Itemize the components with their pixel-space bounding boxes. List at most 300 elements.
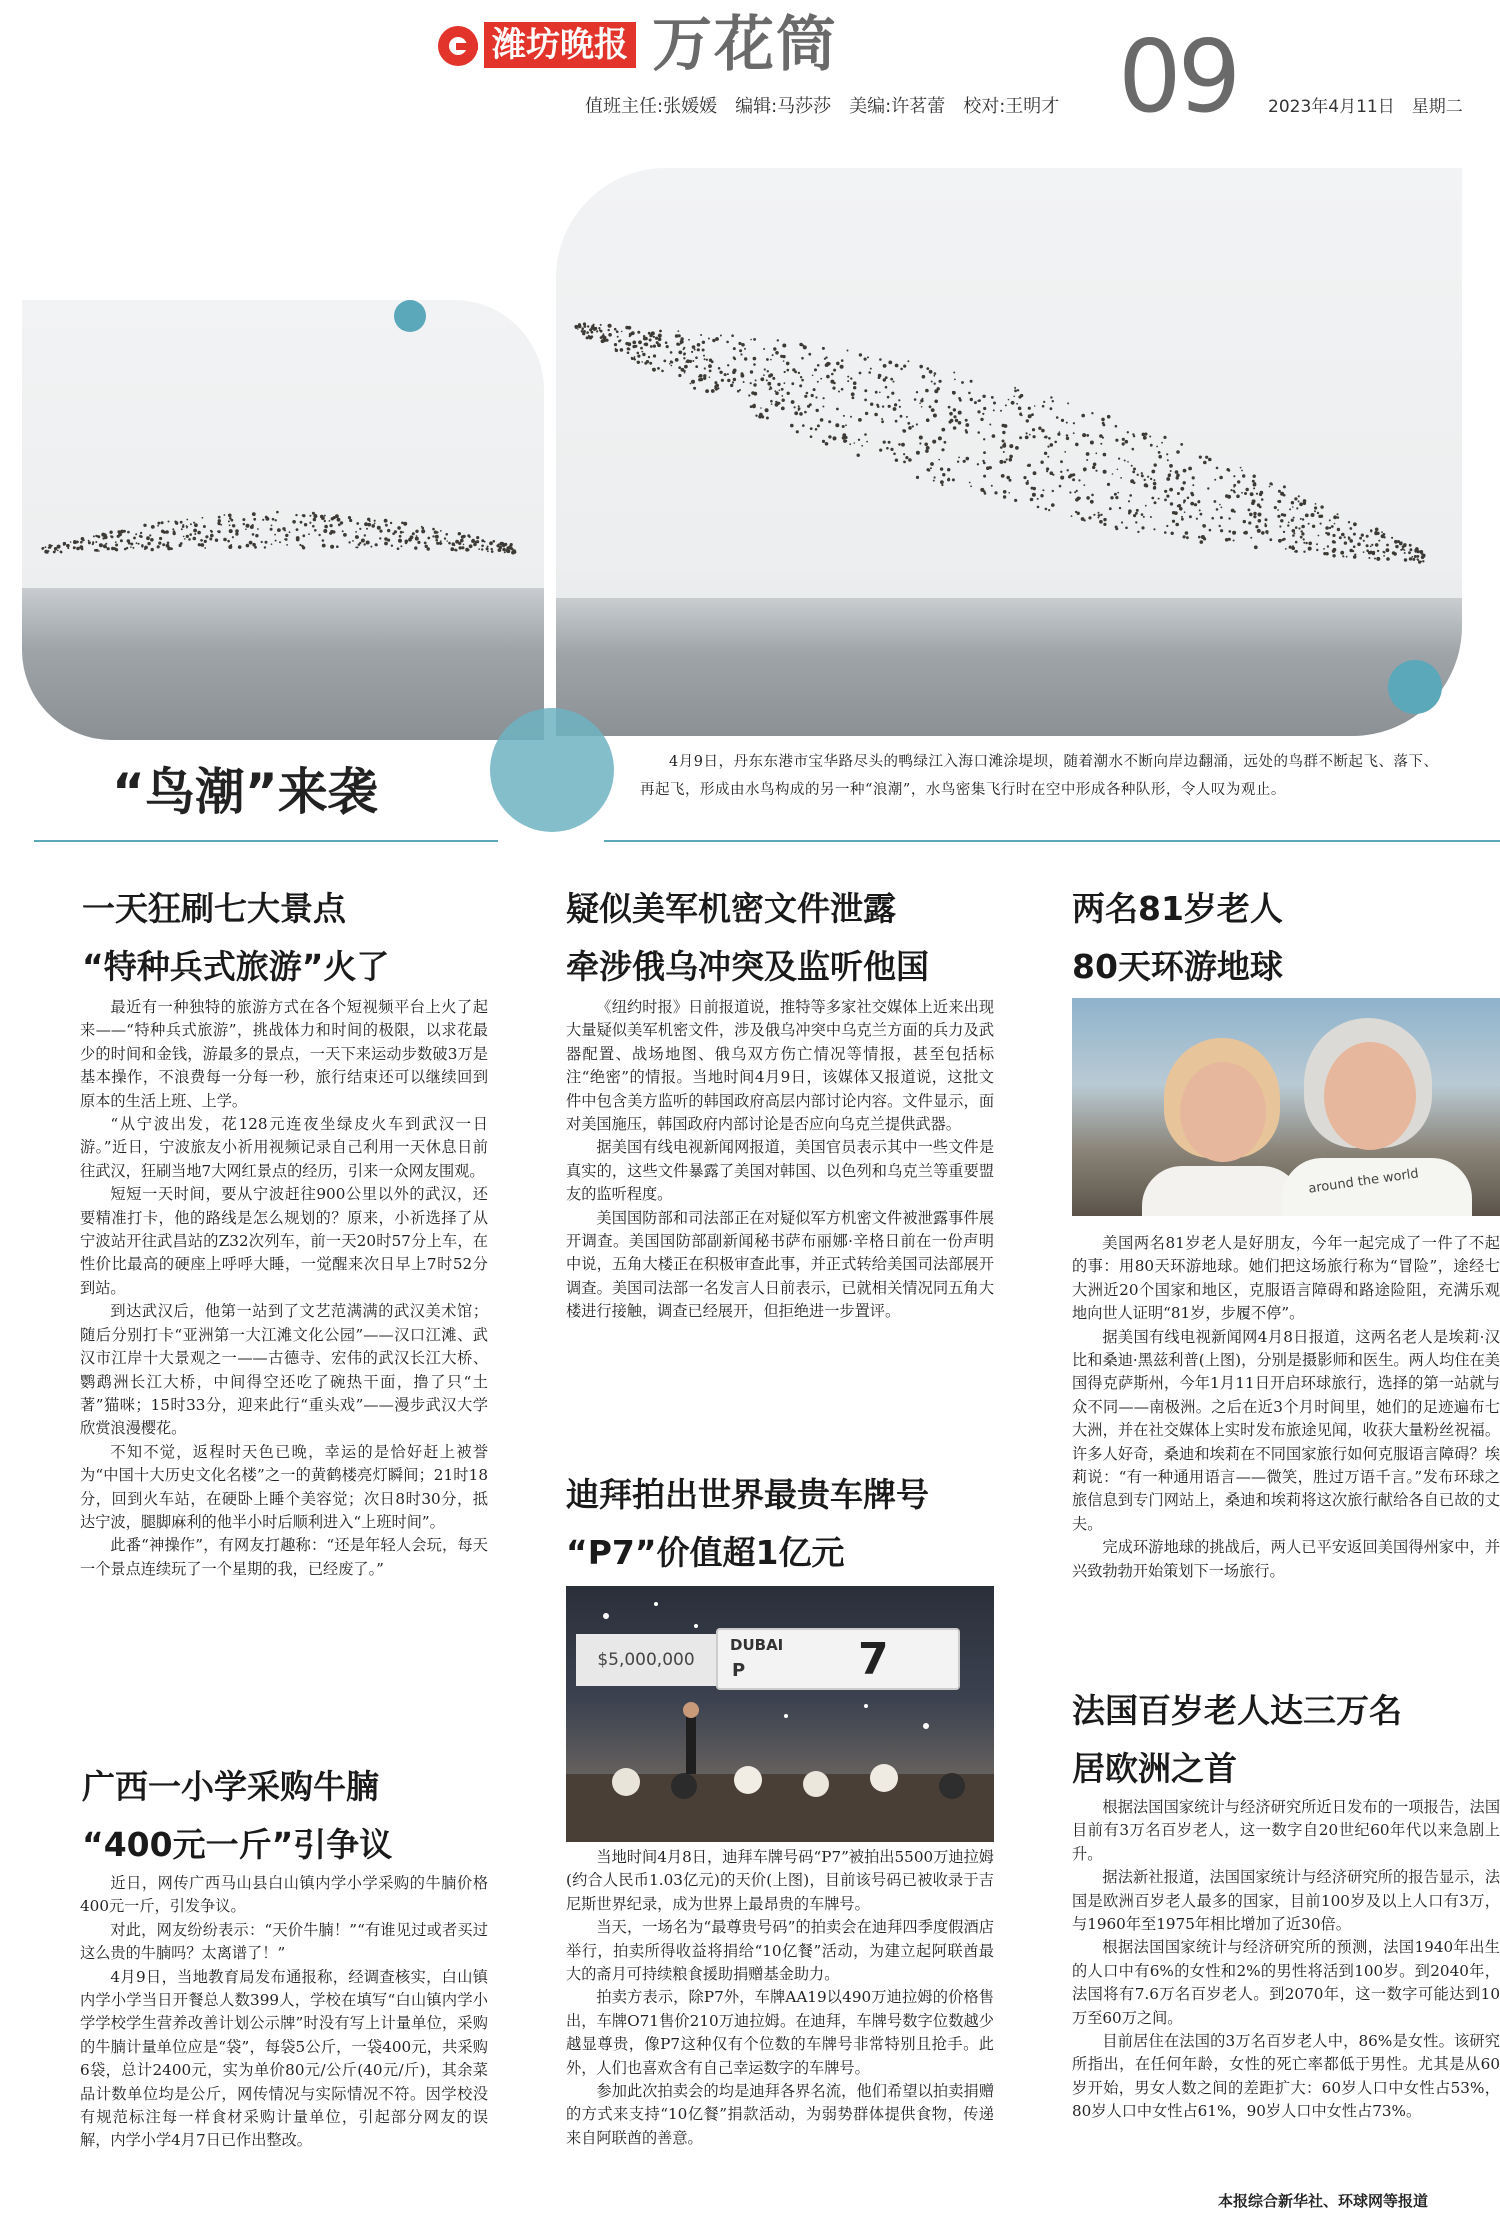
- bird-dot: [1412, 558, 1415, 561]
- bird-dot: [1158, 498, 1160, 500]
- bird-dot: [905, 456, 908, 459]
- bird-dot: [1119, 507, 1121, 509]
- bird-dot: [1133, 468, 1136, 471]
- article-body-beef-brisket: [80, 1872, 488, 2212]
- bird-dot: [1366, 549, 1369, 552]
- bird-dot: [1115, 425, 1118, 428]
- bird-dot: [1100, 443, 1102, 445]
- bird-dot: [953, 415, 956, 418]
- bird-dot: [1269, 538, 1272, 541]
- bird-dot: [642, 353, 645, 356]
- bird-dot: [932, 440, 936, 444]
- bird-dot: [432, 528, 435, 531]
- bird-dot: [895, 420, 898, 423]
- bird-dot: [653, 345, 656, 348]
- bird-dot: [403, 522, 407, 526]
- bird-dot: [920, 367, 922, 369]
- bird-dot: [1164, 499, 1167, 502]
- bird-dot: [586, 336, 589, 339]
- bird-dot: [1078, 479, 1080, 481]
- bird-dot: [1072, 478, 1075, 481]
- bird-dot: [173, 532, 176, 535]
- bird-dot: [469, 544, 473, 548]
- bird-dot: [649, 362, 652, 365]
- bird-dot: [439, 542, 442, 545]
- bird-dot: [302, 534, 305, 537]
- bird-dot: [906, 416, 908, 418]
- bird-dot: [271, 525, 273, 527]
- bird-dot: [275, 540, 277, 542]
- bird-dot: [1153, 482, 1157, 486]
- plate-letter: P: [732, 1660, 746, 1681]
- bird-dot: [1292, 506, 1294, 508]
- bird-dot: [1066, 434, 1069, 437]
- headline-line: 80天环游地球: [1072, 947, 1283, 986]
- bird-dot: [465, 548, 469, 552]
- bird-dot: [1191, 493, 1194, 496]
- paragraph: 对此，网友纷纷表示：“天价牛腩！”“有谁见过或者买过这么贵的牛腩吗？太离谱了！”: [80, 1920, 488, 1963]
- bird-dot: [1320, 515, 1323, 518]
- bird-dot: [1315, 503, 1317, 505]
- bird-dot: [933, 414, 937, 418]
- bird-dot: [151, 525, 155, 529]
- bird-dot: [161, 521, 164, 524]
- bird-dot: [955, 419, 958, 422]
- bird-dot: [366, 541, 370, 545]
- bird-dot: [1141, 472, 1143, 474]
- bird-dot: [67, 547, 69, 549]
- bird-dot: [371, 524, 375, 528]
- bird-dot: [1151, 497, 1154, 500]
- bird-dot: [784, 382, 786, 384]
- bird-dot: [180, 542, 183, 545]
- bird-dot: [983, 462, 986, 465]
- bird-dot: [296, 538, 300, 542]
- bird-dot: [615, 349, 618, 352]
- bird-dot: [1098, 514, 1101, 517]
- bird-dot: [1033, 435, 1036, 438]
- bird-dot: [1150, 444, 1153, 447]
- bird-dot: [733, 356, 736, 359]
- bird-dot: [858, 439, 860, 441]
- bird-dot: [895, 459, 898, 462]
- bird-dot: [760, 377, 764, 381]
- bird-dot: [1060, 471, 1062, 473]
- bird-dot: [1040, 494, 1043, 497]
- bird-dot: [228, 545, 232, 549]
- bird-dot: [908, 426, 912, 430]
- bird-dot: [361, 539, 365, 543]
- bird-dot: [398, 539, 402, 543]
- bird-dot: [444, 537, 446, 539]
- bird-dot: [1323, 552, 1326, 555]
- bird-dot: [656, 341, 659, 344]
- bird-dot: [1120, 477, 1122, 479]
- bird-dot: [458, 532, 461, 535]
- bird-dot: [435, 535, 439, 539]
- bird-dot: [1314, 506, 1317, 509]
- bird-dot: [331, 517, 334, 520]
- bird-dot: [1214, 479, 1216, 481]
- bird-dot: [1316, 549, 1318, 551]
- bird-dot: [879, 392, 881, 394]
- bird-dot: [843, 415, 845, 417]
- bird-dot: [323, 529, 327, 533]
- bird-dot: [581, 327, 584, 330]
- bird-dot: [977, 410, 980, 413]
- bird-dot: [1103, 470, 1107, 474]
- bird-dot: [397, 526, 401, 530]
- bird-dot: [232, 536, 234, 538]
- bird-dot: [695, 365, 698, 368]
- bird-dot: [791, 400, 795, 404]
- bird-dot: [1187, 497, 1190, 500]
- bird-dot: [1325, 532, 1327, 534]
- bird-dot: [57, 550, 59, 552]
- bird-dot: [1028, 407, 1031, 410]
- bird-dot: [678, 351, 682, 355]
- bird-dot: [1394, 540, 1398, 544]
- bird-dot: [366, 528, 368, 530]
- bird-dot: [1048, 509, 1050, 511]
- bird-dot: [1303, 551, 1305, 553]
- bird-dot: [1161, 442, 1163, 444]
- bird-dot: [481, 548, 483, 550]
- section-divider: [604, 840, 1500, 842]
- bird-dot: [599, 329, 601, 331]
- bird-dot: [355, 531, 357, 533]
- bird-dot: [356, 522, 359, 525]
- bird-dot: [608, 329, 610, 331]
- bird-dot: [1216, 467, 1219, 470]
- bird-dot: [938, 459, 940, 461]
- bird-dot: [1180, 443, 1183, 446]
- bird-dot: [711, 360, 714, 363]
- bird-dot: [1128, 512, 1131, 515]
- bird-dot: [1225, 538, 1229, 542]
- bird-dot: [968, 392, 971, 395]
- bird-dot: [637, 352, 640, 355]
- bird-dot: [1383, 555, 1385, 557]
- bird-dot: [364, 543, 366, 545]
- bird-dot: [1041, 429, 1045, 433]
- bird-dot: [684, 372, 686, 374]
- bird-dot: [1183, 469, 1187, 473]
- bird-dot: [1203, 461, 1207, 465]
- bird-dot: [375, 543, 378, 546]
- bird-dot: [188, 538, 191, 541]
- bird-dot: [655, 337, 658, 340]
- bird-dot: [810, 427, 813, 430]
- bird-dot: [847, 350, 849, 352]
- bird-dot: [1170, 504, 1172, 506]
- bird-dot: [412, 532, 415, 535]
- bird-dot: [954, 379, 956, 381]
- bird-dot: [322, 544, 325, 547]
- bird-dot: [782, 399, 785, 402]
- bird-dot: [181, 528, 183, 530]
- bird-dot: [1244, 492, 1247, 495]
- bird-dot: [600, 336, 603, 339]
- bird-dot: [1303, 502, 1306, 505]
- bird-dot: [681, 368, 685, 372]
- bird-dot: [766, 417, 769, 420]
- bird-dot: [989, 424, 991, 426]
- bird-dot: [1411, 556, 1413, 558]
- bird-dot: [1042, 405, 1045, 408]
- bird-dot: [994, 491, 997, 494]
- bird-dot: [1392, 551, 1396, 555]
- bird-dot: [718, 367, 721, 370]
- headline-line: 疑似美军机密文件泄露: [566, 889, 896, 928]
- bird-dot: [593, 327, 597, 331]
- bird-dot: [159, 537, 162, 540]
- bird-dot: [783, 360, 785, 362]
- bird-dot: [425, 545, 428, 548]
- bird-dot: [415, 537, 419, 541]
- bird-dot: [151, 548, 154, 551]
- bird-dot: [825, 442, 829, 446]
- bird-dot: [1254, 545, 1258, 549]
- paragraph: 美国国防部和司法部正在对疑似军方机密文件被泄露事件展开调查。美国国防部副新闻秘书萨布丽娜·辛格日前在一份声明中说，五角大楼正在积极审查此事，并正式转给美国司法部展开调查。美国司法部一名发言人日前表示，已就相关情况同五角大楼进行接触，调查已经展开，但拒绝进一步置评。: [566, 1208, 994, 1321]
- bird-dot: [618, 340, 621, 343]
- bird-dot: [686, 359, 690, 363]
- bird-dot: [1291, 519, 1294, 522]
- bird-dot: [1037, 498, 1039, 500]
- bird-dot: [638, 340, 642, 344]
- bird-dot: [870, 403, 873, 406]
- bird-dot: [440, 540, 442, 542]
- bird-dot: [627, 342, 631, 346]
- editorial-credits: 值班主任:张媛媛 编辑:马莎莎 美编:许茗蕾 校对:王明才: [585, 96, 1060, 117]
- bird-dot: [941, 448, 944, 451]
- bird-dot: [1192, 476, 1195, 479]
- bird-dot: [712, 339, 715, 342]
- bird-dot: [791, 382, 794, 385]
- paragraph: 美国两名81岁老人是好朋友，今年一起完成了一件了不起的事：用80天环游地球。她们把这场旅行称为“冒险”，途经七大洲近20个国家和地区，克服语言障碍和路途险阻，充满乐观地向世人证明“81岁，步履不停”。: [1072, 1234, 1500, 1323]
- bird-dot: [958, 411, 962, 415]
- bird-dot: [1150, 516, 1152, 518]
- bird-dot: [379, 537, 381, 539]
- bird-dot: [926, 446, 930, 450]
- bird-dot: [1014, 499, 1017, 502]
- bird-dot: [300, 521, 303, 524]
- bird-dot: [813, 388, 816, 391]
- bird-dot: [577, 328, 579, 330]
- bird-dot: [1101, 418, 1105, 422]
- bird-dot: [1305, 514, 1309, 518]
- bird-dot: [1059, 431, 1061, 433]
- headline-line: “P7”价值超1亿元: [566, 1533, 845, 1572]
- bird-dot: [1230, 489, 1232, 491]
- bird-dot: [931, 408, 935, 412]
- bird-dot: [1383, 551, 1385, 553]
- bird-dot: [370, 546, 372, 548]
- bird-dot: [379, 530, 382, 533]
- bird-dot: [891, 392, 894, 395]
- bird-dot: [1257, 529, 1261, 533]
- bird-dot: [95, 535, 97, 537]
- bird-dot: [965, 431, 968, 434]
- bird-dot: [1404, 552, 1406, 554]
- bird-dot: [948, 406, 951, 409]
- bird-dot: [1158, 455, 1162, 459]
- bird-dot: [851, 392, 855, 396]
- bird-dot: [252, 543, 256, 547]
- bird-dot: [1166, 477, 1170, 481]
- bird-dot: [1298, 500, 1300, 502]
- bird-dot: [888, 405, 891, 408]
- bird-dot: [397, 547, 400, 550]
- bird-dot: [1395, 545, 1398, 548]
- headline-line: 广西一小学采购牛腩: [82, 1767, 379, 1806]
- bird-dot: [980, 418, 983, 421]
- bird-dot: [1211, 517, 1214, 520]
- bird-dot: [1264, 524, 1267, 527]
- bird-dot: [644, 362, 647, 365]
- bird-dot: [342, 530, 344, 532]
- bird-dot: [815, 428, 818, 431]
- bird-dot: [301, 545, 304, 548]
- paragraph: 完成环游地球的挑战后，两人已平安返回美国得州家中，并兴致勃勃开始策划下一场旅行。: [1072, 1538, 1500, 1580]
- bird-dot: [715, 337, 719, 341]
- bird-dot: [1069, 474, 1073, 478]
- article-body-world-trip: [1072, 1232, 1500, 1652]
- bird-dot: [1076, 490, 1078, 492]
- bird-dot: [1391, 537, 1393, 539]
- bird-dot: [895, 364, 899, 368]
- bird-dot: [1353, 522, 1357, 526]
- bird-dot: [709, 370, 712, 373]
- bird-dot: [124, 548, 127, 551]
- bird-dot: [460, 539, 464, 543]
- bird-dot: [394, 530, 397, 533]
- bird-dot: [186, 519, 188, 521]
- bird-dot: [314, 529, 317, 532]
- bird-dot: [1199, 509, 1201, 511]
- bird-dot: [1032, 428, 1035, 431]
- paragraph: 《纽约时报》日前报道说，推特等多家社交媒体上近来出现大量疑似美军机密文件，涉及俄乌冲突中乌克兰方面的兵力及武器配置、战场地图、俄乌双方伤亡情况等情报，甚至包括标注“绝密”的情报。当地时间4月9日，该媒体又报道说，这批文件中包含美方监听的韩国政府高层内部讨论内容。文件显示，面对美国施压，韩国政府内部讨论是否应向乌克兰提供武器。: [566, 998, 994, 1134]
- newspaper-logo-icon: [438, 26, 478, 66]
- bird-dot: [1226, 468, 1229, 471]
- bird-dot: [1167, 459, 1169, 461]
- bird-dot: [1295, 541, 1298, 544]
- bird-dot: [1292, 534, 1295, 537]
- bird-dot: [965, 419, 968, 422]
- bird-dot: [1409, 548, 1412, 551]
- bird-dot: [743, 381, 745, 383]
- bird-dot: [629, 333, 632, 336]
- bird-dot: [200, 539, 203, 542]
- bird-dot: [632, 345, 635, 348]
- bird-dot: [1346, 556, 1348, 558]
- bird-dot: [587, 325, 589, 327]
- bird-dot: [1316, 543, 1318, 545]
- bird-dot: [879, 358, 882, 361]
- bird-dot: [1154, 501, 1157, 504]
- bird-dot: [1258, 519, 1262, 523]
- bird-dot: [450, 547, 454, 551]
- bird-dot: [330, 524, 333, 527]
- bird-dot: [1183, 535, 1186, 538]
- bird-dot: [1293, 532, 1295, 534]
- bird-dot: [899, 406, 901, 408]
- bird-dot: [1128, 500, 1130, 502]
- bird-dot: [115, 544, 118, 547]
- bird-dot: [262, 519, 264, 521]
- bird-dot: [1363, 551, 1365, 553]
- bird-dot: [1353, 545, 1356, 548]
- bird-dot: [1249, 513, 1253, 517]
- bird-dot: [245, 528, 247, 530]
- bird-dot: [866, 441, 868, 443]
- bird-dot: [1253, 512, 1256, 515]
- bird-dot: [870, 368, 872, 370]
- bird-dot: [1185, 531, 1189, 535]
- bird-dot: [1205, 456, 1208, 459]
- bird-dot: [1417, 555, 1420, 558]
- bird-dot: [63, 544, 65, 546]
- bird-dot: [1376, 557, 1380, 561]
- bird-dot: [1296, 507, 1298, 509]
- bird-dot: [110, 535, 112, 537]
- bird-flock-graphic: [556, 168, 1462, 736]
- bird-dot: [853, 381, 857, 385]
- bird-dot: [1170, 470, 1172, 472]
- bird-dot: [440, 530, 442, 532]
- bird-dot: [1098, 512, 1100, 514]
- bird-dot: [887, 396, 890, 399]
- bird-dot: [621, 331, 623, 333]
- bird-dot: [890, 378, 893, 381]
- bird-dot: [724, 373, 727, 376]
- bird-dot: [1006, 476, 1010, 480]
- bird-dot: [509, 546, 512, 549]
- bird-dot: [1221, 507, 1223, 509]
- bird-dot: [949, 420, 952, 423]
- bird-dot: [770, 400, 773, 403]
- bird-dot: [719, 371, 722, 374]
- bird-dot: [822, 440, 825, 443]
- bird-dot: [1375, 528, 1379, 532]
- bird-dot: [1001, 474, 1005, 478]
- bird-dot: [1143, 516, 1145, 518]
- bird-dot: [255, 534, 258, 537]
- bird-dot: [168, 521, 170, 523]
- bird-dot: [883, 364, 887, 368]
- bird-dot: [1127, 431, 1129, 433]
- bird-dot: [1081, 517, 1085, 521]
- bird-dot: [824, 358, 826, 360]
- bird-dot: [1033, 471, 1037, 475]
- masthead: [0, 0, 1500, 150]
- bird-dot: [150, 538, 154, 542]
- bird-dot: [934, 400, 938, 404]
- bird-dot: [198, 543, 201, 546]
- article-body-leaked-documents: [566, 996, 994, 1444]
- paragraph: 当地时间4月8日，迪拜车牌号码“P7”被拍出5500万迪拉姆(约合人民币1.03亿元)的天价(上图)，目前该号码已被收录于吉尼斯世界纪录，成为世界上最昂贵的车牌号。: [566, 1848, 994, 1913]
- bird-dot: [1375, 543, 1379, 547]
- bird-dot: [727, 379, 730, 382]
- bird-dot: [295, 514, 297, 516]
- bird-dot: [115, 541, 117, 543]
- bird-dot: [787, 369, 790, 372]
- bird-dot: [1241, 492, 1243, 494]
- bird-dot: [1141, 513, 1144, 516]
- bird-dot: [1175, 523, 1179, 527]
- bird-dot: [970, 380, 973, 383]
- bird-dot: [919, 442, 921, 444]
